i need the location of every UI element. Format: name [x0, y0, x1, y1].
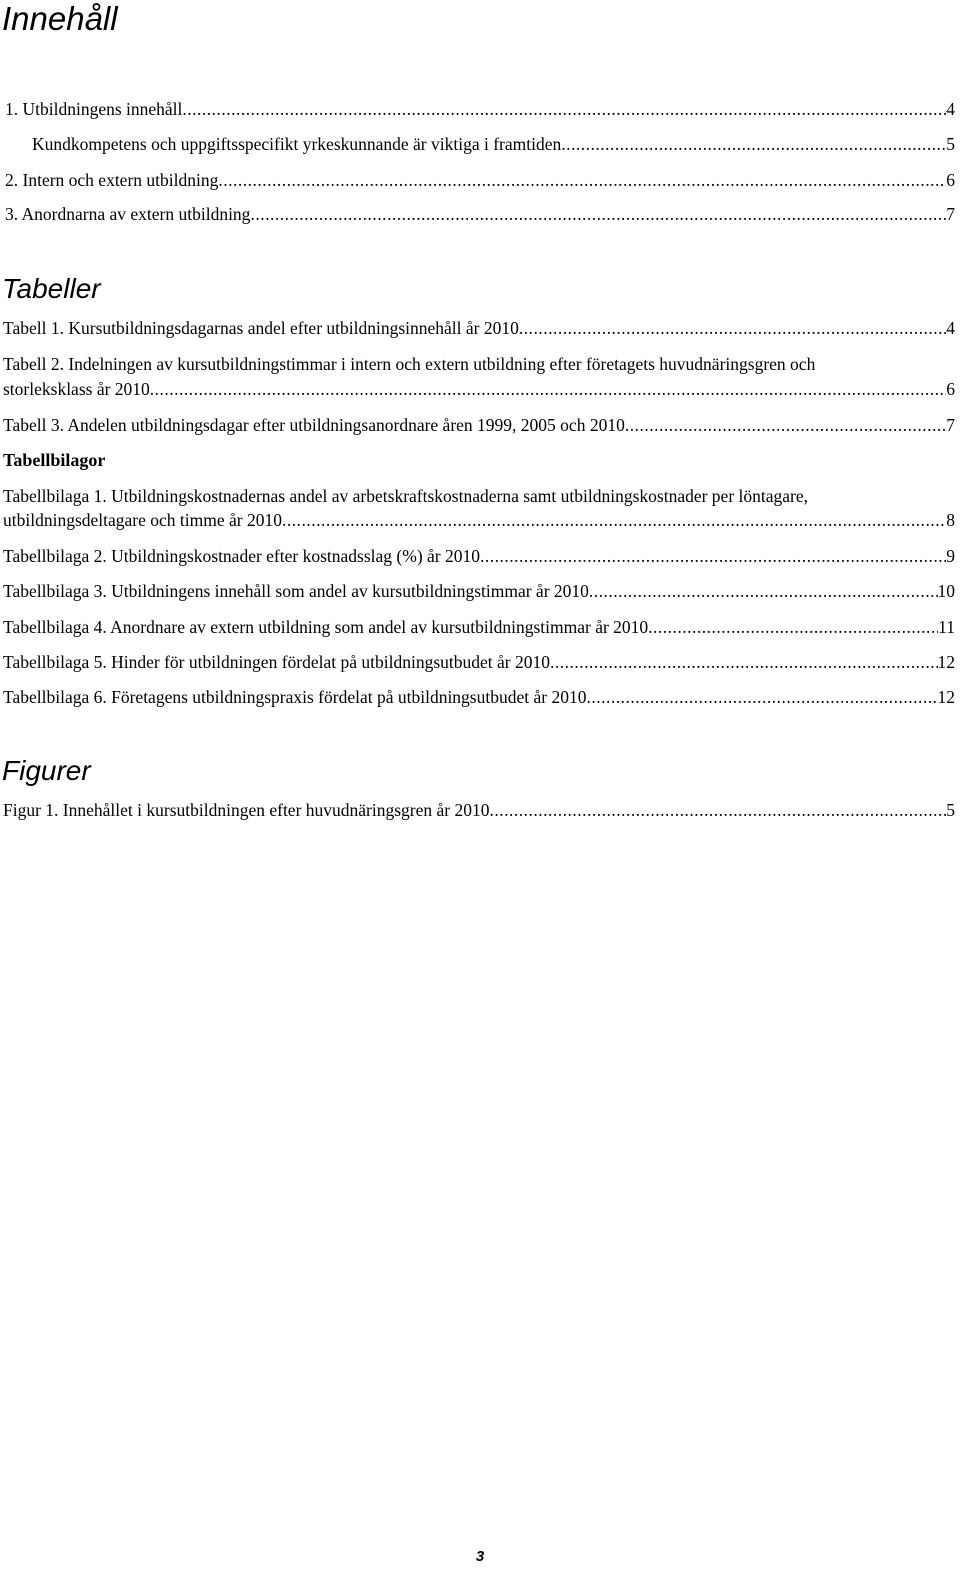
- toc-entry-text: 3. Anordnarna av extern utbildning: [5, 204, 251, 224]
- toc-entry[interactable]: [3, 799, 955, 821]
- toc-entry-page: 9: [946, 546, 955, 566]
- toc-entry-text: utbildningsdeltagare och timme år 2010: [3, 510, 282, 530]
- dot-leader: [218, 169, 946, 191]
- toc-entry[interactable]: [5, 169, 955, 191]
- toc-entry-text: Tabellbilaga 3. Utbildningens innehåll som andel av kursutbildningstimmar år 2010: [3, 581, 589, 601]
- page-title: Innehåll: [2, 0, 118, 37]
- toc-entry-page: 11: [938, 617, 955, 637]
- dot-leader: [561, 133, 946, 155]
- toc-entry[interactable]: [3, 686, 955, 708]
- dot-leader: [150, 378, 946, 400]
- toc-entry[interactable]: [5, 203, 955, 225]
- toc-entry-page: 8: [946, 510, 955, 530]
- toc-entry[interactable]: [32, 133, 955, 155]
- dot-leader: [490, 799, 947, 821]
- toc-entry-text: Tabell 3. Andelen utbildningsdagar efter utbildningsanordnare åren 1999, 2005 och 2010: [3, 415, 625, 435]
- dot-leader: [586, 686, 937, 708]
- toc-entry-text: Tabell 1. Kursutbildningsdagarnas andel efter utbildningsinnehåll år 2010: [3, 318, 519, 338]
- toc-entry-page: 6: [946, 379, 955, 399]
- toc-entry[interactable]: [5, 98, 955, 120]
- toc-entry-text: Tabellbilaga 4. Anordnare av extern utbildning som andel av kursutbildningstimmar år 2010: [3, 617, 649, 637]
- dot-leader: [182, 98, 946, 120]
- dot-leader: [648, 616, 938, 638]
- toc-entry[interactable]: [3, 616, 955, 638]
- toc-entry[interactable]: [3, 580, 955, 602]
- toc-entry-page: 7: [946, 415, 955, 435]
- toc-entry-page: 4: [946, 99, 955, 119]
- toc-entry-text: Kundkompetens och uppgiftsspecifikt yrkeskunnande är viktiga i framtiden: [32, 134, 562, 154]
- toc-entry[interactable]: [3, 378, 955, 400]
- dot-leader: [625, 414, 946, 436]
- toc-entry-text: Figur 1. Innehållet i kursutbildningen efter huvudnäringsgren år 2010: [3, 800, 490, 820]
- toc-entry-page: 4: [946, 318, 955, 338]
- toc-entry-page: 5: [946, 800, 955, 820]
- toc-entry-first-line: Tabell 2. Indelningen av kursutbildningstimmar i intern och extern utbildning efter företagets huvudnäringsgren och: [3, 354, 816, 374]
- toc-entry-page: 6: [946, 170, 955, 190]
- toc-entry-page: 5: [946, 134, 955, 154]
- toc-entry-text: Tabellbilaga 5. Hinder för utbildningen fördelat på utbildningsutbudet år 2010: [3, 652, 550, 672]
- dot-leader: [589, 580, 938, 602]
- dot-leader: [480, 545, 946, 567]
- toc-entry[interactable]: [3, 317, 955, 339]
- toc-entry[interactable]: [3, 651, 955, 673]
- dot-leader: [519, 317, 946, 339]
- page-number: 3: [475, 1548, 485, 1565]
- toc-entry-page: 7: [946, 204, 955, 224]
- toc-entry[interactable]: [3, 509, 955, 531]
- toc-entry-text: storleksklass år 2010: [3, 379, 150, 399]
- dot-leader: [282, 509, 946, 531]
- toc-entry-text: 1. Utbildningens innehåll: [5, 99, 183, 119]
- appendix-heading: Tabellbilagor: [3, 450, 106, 470]
- toc-entry-page: 12: [937, 687, 955, 707]
- dot-leader: [550, 651, 938, 673]
- toc-entry[interactable]: [3, 414, 955, 436]
- toc-entry-text: Tabellbilaga 2. Utbildningskostnader efter kostnadsslag (%) år 2010: [3, 546, 480, 566]
- dot-leader: [250, 203, 946, 225]
- toc-entry-page: 12: [937, 652, 955, 672]
- toc-entry-text: 2. Intern och extern utbildning: [5, 170, 219, 190]
- toc-entry-first-line: Tabellbilaga 1. Utbildningskostnadernas andel av arbetskraftskostnaderna samt utbildningskostnader per löntagare,: [3, 486, 809, 506]
- figures-heading: Figurer: [2, 755, 91, 786]
- toc-entry-text: Tabellbilaga 6. Företagens utbildningspraxis fördelat på utbildningsutbudet år 2010: [3, 687, 587, 707]
- toc-entry-page: 10: [937, 581, 955, 601]
- toc-entry[interactable]: [3, 545, 955, 567]
- tables-heading: Tabeller: [2, 273, 101, 304]
